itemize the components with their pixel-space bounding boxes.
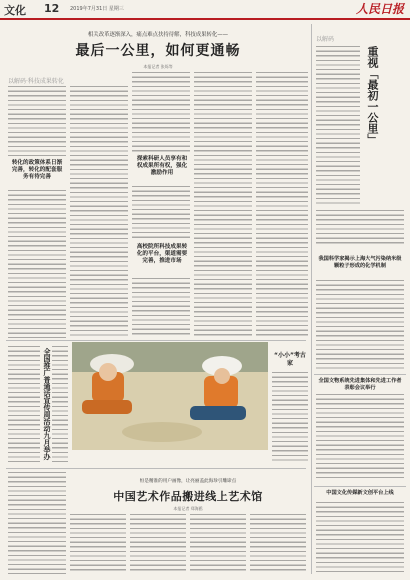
masthead <box>0 0 410 20</box>
section-name: 文化 <box>4 4 26 17</box>
bottom-text-column-5 <box>250 514 306 574</box>
bottom-kicker: 恒是精准的用户画像，让亮丽盖此海珍引雕谛点 <box>139 479 237 484</box>
page-number: 12 <box>44 2 60 15</box>
news-photo-children-archaeology <box>72 342 268 450</box>
lead-text-column-3b <box>132 186 190 240</box>
lead-text-column-5 <box>256 72 308 338</box>
sidebar-article-title-2: 全国文物系统先进集体和先进工作者表彰会议举行 <box>318 378 402 391</box>
bottom-headline: 中国艺术作品搬进线上艺术馆 <box>113 490 263 503</box>
bottom-text-column-3 <box>130 514 186 574</box>
pull-quote-1: 转化的政策体系日渐完善，转化的配套服务有待完善 <box>11 160 63 180</box>
sidebar-text-top <box>316 210 404 246</box>
newspaper-logo: 人民日报 <box>355 2 404 16</box>
bottom-byline: 本报记者 郑海鸥 <box>173 506 203 511</box>
pull-quote-2: 探索科研人员享有和权成果所有权，强化激励作用 <box>136 156 188 176</box>
bottom-rule <box>6 468 306 469</box>
lead-headline: 最后一公里，如何更通畅 <box>75 43 241 59</box>
lead-column-label: 以解码·科技成果转化 <box>8 78 64 85</box>
sidebar-text-article <box>316 280 404 370</box>
left-brief-vertical-title: 全国推广普通话宣传周活动九月举办 <box>43 348 51 460</box>
sidebar-text-top-left <box>316 46 360 206</box>
left-brief-text-2 <box>52 346 68 464</box>
sidebar-text-article-2 <box>316 394 404 480</box>
photo-illustration <box>72 342 268 450</box>
section-rule <box>6 340 306 341</box>
lead-kicker: 相关改革逐渐深入，痛点难点扶持待解，科技成果转化—— <box>87 32 229 38</box>
sidebar-tag: 以解码 <box>316 36 335 43</box>
sidebar-text-article-3 <box>316 502 404 574</box>
lead-byline: 本报记者 张烁等 <box>143 64 173 69</box>
bottom-text-column-1 <box>8 472 66 574</box>
sidebar-article-title-3: 中国文化传媒新文创平台上线 <box>326 490 394 496</box>
sidebar-article-title: 我国科学家揭示上海大气污染纳米级颗粒子形成的化学机制 <box>318 256 402 269</box>
left-brief-text <box>8 346 40 464</box>
photo-caption-text <box>272 372 308 462</box>
lead-text-column-4 <box>194 72 252 338</box>
publication-date: 2019年7月31日 星期三 <box>70 6 124 12</box>
lead-text-column-3 <box>132 72 190 154</box>
sidebar-rule-1 <box>314 374 406 375</box>
pull-quote-3: 高校院所科技成果转化的平台，渠道需要完善，推进市场 <box>136 244 188 264</box>
bottom-text-column-2 <box>70 514 126 574</box>
sidebar-divider <box>311 24 312 574</box>
lead-text-column-3c <box>132 278 190 338</box>
bottom-text-column-4 <box>190 514 246 574</box>
lead-text-column-1 <box>8 86 66 158</box>
sidebar-vertical-title: 重视「最初一公里」 <box>366 46 379 145</box>
photo-caption: “小小”考古家 <box>274 352 306 367</box>
sidebar-rule-2 <box>314 486 406 487</box>
lead-text-column-2 <box>70 86 128 338</box>
lead-text-column-1b <box>8 190 66 338</box>
